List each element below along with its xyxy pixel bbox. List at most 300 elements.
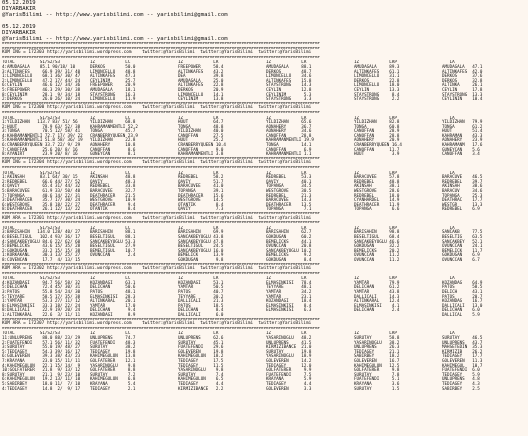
table-row: FREEPOWER 20.9 bbox=[90, 82, 136, 88]
table-row: TONGA 61.2 bbox=[442, 123, 483, 129]
column-header: TOTAL S1/S2/S3 bbox=[2, 60, 60, 65]
table-row: WESTGROVE 30.5 bbox=[266, 188, 312, 193]
table-row: UNLUPRENS 62.6 bbox=[178, 335, 224, 340]
table-row: 10:GOLFATERER 21.8 9/ 13/ 12 bbox=[2, 367, 81, 373]
table-row: PATOS 18.5 bbox=[178, 302, 224, 308]
race-column bbox=[266, 331, 354, 391]
table-row: QAVIY 51.7 bbox=[178, 178, 224, 184]
table-row: SANCAKBEYOGLU 16.0 bbox=[178, 247, 224, 253]
table-row: 4:KAHRAMANMENTLI 72.7 17/ 39/ 22 bbox=[2, 132, 83, 138]
race-title: KUM ARA = 172307 http://yarisbilimi.wordpress.com twitter:@YarisBilimi twitter:@YarisBilimi twitter:@YarisBilimi bbox=[2, 321, 312, 327]
table-row: MAHSETEDIN 35.3 bbox=[442, 344, 483, 350]
table-row: GUNEYCAN 5.6 bbox=[442, 146, 480, 152]
table-row: FUATEFENDI 48.3 bbox=[90, 339, 136, 345]
table-row: YILDIZHAN 22.8 bbox=[90, 137, 136, 143]
table-row: KAHIMEGULUN 12.5 bbox=[354, 362, 400, 368]
table-row: TOPANGA 34.5 bbox=[266, 183, 312, 189]
table-row: 3:SURUTAY 55.0 19/ 48/ 27 bbox=[2, 344, 81, 350]
race-column bbox=[2, 171, 90, 212]
table-row: SANCAKBEYOGLU 46.6 bbox=[354, 238, 400, 244]
table-row: 5:TEYYARE 58.5 17/ 35/ 38 bbox=[2, 293, 81, 299]
table-row: BARISAHIN 88.1 bbox=[90, 229, 136, 235]
table-row: 1:KORKAKANL 30.3 13/ 25/ 27 bbox=[2, 252, 81, 258]
race-columns bbox=[2, 171, 526, 212]
table-row: LIMONCELLO 14.1 bbox=[178, 91, 224, 97]
table-row: REDREBEL 39.7 bbox=[442, 178, 483, 184]
table-row: TEYYARE 30.2 bbox=[178, 293, 224, 299]
table-row: 1:YILDIZHAN 113.7 83/ 51/ 56 bbox=[2, 119, 78, 125]
table-row: BARISAHIN 69.9 bbox=[178, 229, 224, 235]
table-row: HUUT 64.7 bbox=[178, 119, 224, 125]
table-row: TEDIAGEY 11.5 bbox=[178, 362, 224, 368]
table-row: GOKDUGAN 6.9 bbox=[442, 252, 480, 258]
column-header: TOTAL S1/S2/S3 bbox=[2, 115, 60, 120]
table-row: YASARINOGLU 38.2 bbox=[354, 339, 400, 345]
table-row: CANOFFAN 27.5 bbox=[178, 132, 224, 138]
race-column bbox=[354, 60, 442, 101]
table-row: 8:SURUTAY 21.1 9/ 23/ 10 bbox=[2, 371, 81, 377]
race-column bbox=[90, 226, 178, 263]
race-column bbox=[178, 331, 266, 391]
column-header: 1Z LRP bbox=[354, 60, 397, 65]
column-header: LA bbox=[442, 331, 455, 336]
table-row: 6:WESTGROVE 35.8 18/ 22/ 27 bbox=[2, 201, 81, 207]
table-row: KAHIMEGULUN 6.8 bbox=[90, 376, 136, 382]
table-row: AONAHERY 36.7 bbox=[266, 123, 312, 129]
table-row: BESELTIGUL 27.9 bbox=[90, 243, 136, 249]
table-row: GOLEVEREN 16.7 bbox=[354, 357, 400, 363]
table-row: KOZANDAGI 8.9 bbox=[90, 312, 136, 318]
column-header: 1Z LR bbox=[178, 60, 219, 65]
table-row: OVUNCCAN 20.8 bbox=[266, 243, 312, 249]
table-row: AMUDAGALA 89.3 bbox=[354, 63, 400, 69]
race-column bbox=[266, 276, 354, 317]
table-row: TEDIAGEY 19.8 bbox=[90, 348, 136, 354]
column-header: 1Z LC bbox=[90, 60, 131, 65]
table-row: 6:GOLEVEREN 39.3 38/ 43/ 23 bbox=[2, 353, 81, 359]
race-column bbox=[354, 226, 442, 263]
table-row: ELMASINKISI 28.3 bbox=[90, 293, 136, 299]
table-row: DERKOS 20.9 bbox=[178, 86, 224, 92]
table-row: BEMELICK 13.9 bbox=[178, 252, 224, 258]
header-block bbox=[2, 24, 526, 42]
table-row: STAYSTRONG 3.3 bbox=[266, 96, 312, 102]
table-row: SANCAKBEYOGLU 47.8 bbox=[178, 238, 224, 244]
table-row: BESELTIGUL 68.4 bbox=[354, 233, 400, 239]
table-row: AMUDAGALA 47.1 bbox=[442, 63, 483, 69]
table-row: ALTINKARAL 12.4 bbox=[354, 298, 400, 304]
table-row: KAHIMEGULUN 18.2 bbox=[178, 353, 224, 359]
divider-rule: ################################################################################################################################## bbox=[2, 46, 320, 51]
table-row: KAHIMEGUL 10.7 bbox=[442, 362, 483, 368]
table-row: KOZANDAG 16.7 bbox=[442, 298, 483, 304]
table-row: 2:LIMONCELLO 47.2 17/ 44/ 24 bbox=[2, 77, 81, 83]
table-row: ELMASINKISI 6.3 bbox=[266, 307, 312, 313]
table-row: YASARINOGLU 48.2 bbox=[266, 335, 312, 340]
table-row: 8:CEYLINIM 28.1 9/ 34/ 18 bbox=[2, 91, 81, 97]
table-row: SURUTAY 46.5 bbox=[442, 335, 483, 340]
table-row: KAHIMEGULUN 13.8 bbox=[90, 353, 136, 359]
table-row: ELMASINKISI 78.4 bbox=[266, 279, 312, 285]
table-row: OVUNCCAN 6.7 bbox=[442, 256, 480, 262]
table-row: BEMELICKS 9.2 bbox=[266, 252, 312, 258]
table-row: CANOFFAN 6.9 bbox=[266, 146, 312, 152]
table-row: YILDIZHAN 82.8 bbox=[354, 119, 400, 125]
table-row: KIRMIZIB 26.2 bbox=[442, 348, 483, 354]
table-row: AKINSAH 38.1 bbox=[354, 183, 400, 189]
divider-rule: ################################################################################################################################## bbox=[2, 271, 320, 276]
divider-rule: ################################################################################################################################## bbox=[2, 317, 320, 322]
table-row: GOLFATERER 8.8 bbox=[90, 367, 136, 373]
race-section bbox=[2, 212, 526, 263]
table-row: ALTINKA 26.1 bbox=[442, 82, 483, 88]
table-row: YILDIZHAN 68.8 bbox=[90, 119, 136, 125]
table-row: YAMTAR 43.8 bbox=[354, 289, 400, 295]
table-row: BESELTIGUL 24.5 bbox=[178, 243, 224, 249]
race-title: KUM ARA = 172302 http://yarisbilimi.wordpress.com twitter:@YarisBilimi twitter:@YarisBilimi twitter:@YarisBilimi bbox=[2, 266, 312, 272]
table-row: REDREBEL 33.8 bbox=[90, 183, 136, 189]
table-row: CANOFFAN 28.9 bbox=[354, 128, 400, 134]
table-row: 1:YAMTAR 53.3 27/ 11/ 12 bbox=[2, 298, 81, 304]
table-row: 1:ALTINKARAL 22.6 3/ 11/ 11 bbox=[2, 312, 81, 318]
table-row: HUUT 51.4 bbox=[442, 128, 483, 134]
table-row: PATOS 40.7 bbox=[178, 289, 224, 295]
table-row: ALTINKAFES 22.8 bbox=[178, 82, 224, 88]
table-row: CYANHARDEL 14.9 bbox=[354, 197, 400, 203]
column-header: 1Z LR bbox=[178, 225, 219, 230]
table-row: WESTGROVE 10.9 bbox=[90, 197, 136, 203]
race-columns bbox=[2, 226, 526, 263]
table-row: 5:BEMELICKS 43.6 15/ 35/ 28 bbox=[2, 243, 81, 249]
column-header: 1Z LR bbox=[266, 170, 307, 175]
race-columns bbox=[2, 276, 526, 317]
table-row: QAVIY 40.1 bbox=[266, 178, 312, 184]
table-row: KOZANDAGI 53.1 bbox=[178, 279, 224, 285]
table-row: REDREBEL 58.2 bbox=[178, 174, 224, 180]
table-row: LIMONCELLO 11.9 bbox=[90, 96, 136, 102]
table-row: WESTGR 13.3 bbox=[442, 201, 483, 207]
table-row: DERKOS 32.8 bbox=[442, 77, 483, 83]
table-row: YASARINOGLU 18.9 bbox=[266, 353, 312, 359]
divider-rule: ################################################################################################################################## bbox=[2, 156, 320, 161]
table-row: STAYSTRONG 13.3 bbox=[442, 91, 483, 97]
table-row: 5:SABIRBEY 18.0 11/ 7/ 10 bbox=[2, 380, 81, 386]
table-row: TEDIAGEY 4.4 bbox=[178, 380, 224, 386]
table-row: 8:ELMASINKISI 33.3 18/ 22/ 24 bbox=[2, 302, 81, 308]
header-block bbox=[2, 0, 526, 18]
race-column bbox=[266, 171, 354, 212]
table-row: 5:TEDIAGEY 54.3 39/ 16/ 17 bbox=[2, 348, 81, 354]
table-row: CRANBERRYQUEEN 23.9 bbox=[90, 132, 138, 138]
table-row: KAHRAMANMENTLI 3.8 bbox=[178, 151, 224, 157]
table-row: ALTINKAFES 15.8 bbox=[266, 77, 312, 83]
table-row: DELICHAN 6.0 bbox=[442, 307, 480, 313]
table-row: 4:AMUDAGALA 85.1 90/18/ 10 bbox=[2, 63, 76, 69]
table-row: DELICHAN 2.4 bbox=[354, 307, 400, 313]
table-row: BARACUVEE 14.3 bbox=[266, 197, 312, 203]
table-row: TEDIAGEY 4.3 bbox=[442, 380, 480, 386]
table-row: 4:TEDIAGEY 14.8 2/ 9/ 17 bbox=[2, 385, 81, 391]
race-column bbox=[90, 60, 178, 101]
table-row: ALTINKAFES 43.2 bbox=[178, 68, 224, 74]
table-row: QAVIY 48.3 bbox=[90, 178, 136, 184]
table-row: 7:TOPANGA 40.6 14/ 22/ 31 bbox=[2, 192, 81, 198]
race-column bbox=[442, 276, 526, 317]
table-row: AMUDAGALA 88.1 bbox=[266, 63, 312, 69]
divider-rule: ################################################################################################################################## bbox=[2, 42, 320, 46]
race-title: KUM ING = 172304 http://yarisbilimi.wordpress.com twitter:@YarisBilimi twitter:@YarisBilimi twitter:@YarisBilimi bbox=[2, 160, 312, 166]
table-row: 11:UNLUPRENS 88.0 88/ 23/ 29 bbox=[2, 335, 81, 340]
table-row: SURUTAY 45.1 bbox=[178, 339, 224, 345]
table-row: 7:CANOFFAN 25.6 20/ 8/ 16 bbox=[2, 146, 78, 152]
table-row: 1:AKINSAH 83.1 64/ 30/ 15 bbox=[2, 174, 78, 180]
race-column bbox=[90, 116, 178, 157]
race-column bbox=[90, 276, 178, 317]
table-row: DEATHRACER 11.9 bbox=[354, 201, 400, 207]
table-row: CANOFFAN 9.0 bbox=[178, 146, 224, 152]
race-column bbox=[2, 60, 90, 101]
table-row: KIRMIZIBANCE 2.2 bbox=[178, 385, 224, 391]
divider-rule: ################################################################################################################################## bbox=[2, 55, 320, 60]
table-row: AKINSAH 48.8 bbox=[90, 174, 136, 180]
table-row: SANCAKBEYOGLU 10.2 bbox=[266, 247, 312, 253]
header-date: 05.12.2019 bbox=[2, 24, 36, 30]
table-row: SURUTAY 19.8 bbox=[266, 348, 312, 354]
table-row: SURUTAY 38.2 bbox=[90, 344, 136, 350]
table-row: TEDIAGEY 21.1 bbox=[354, 348, 400, 354]
table-row: BARISAHIN 98.8 bbox=[354, 229, 400, 235]
table-row: DERKOS 48.7 bbox=[266, 68, 312, 74]
table-row: YILDIZHAN 40.0 bbox=[178, 128, 224, 134]
column-header: 1Z LR bbox=[266, 331, 307, 336]
race-section bbox=[2, 318, 526, 392]
table-row: ALTINKAFES 47.3 bbox=[90, 73, 136, 79]
table-row: BEMELTIGUL 10.7 bbox=[90, 247, 136, 253]
table-row: TEDIAGEY 5.9 bbox=[442, 371, 480, 377]
table-row: CEYLIN 12.8 bbox=[266, 86, 312, 92]
table-row: ALTINKAFES 61.1 bbox=[354, 68, 400, 74]
table-row: STAYSTRONG 8.4 bbox=[354, 91, 400, 97]
table-row: UNLUPRENS 74.7 bbox=[90, 335, 136, 340]
header-contact: @YarisBilimi -- http://www.yarisbilimi.com -- yarisbilimi@gmail.com bbox=[2, 12, 228, 18]
column-header: 1Z LR bbox=[178, 170, 219, 175]
table-row: FREEPOWER 58.4 bbox=[178, 63, 224, 69]
divider-rule: ################################################################################################################################## bbox=[2, 211, 320, 216]
race-section bbox=[2, 102, 526, 157]
table-row: 3:TONGA 70.5 12/ 58/ 41 bbox=[2, 128, 81, 134]
table-row: DELICHAN 50.6 bbox=[90, 284, 136, 290]
race-section bbox=[2, 263, 526, 318]
table-row: 5:DELICHAN 72.4 45/ 30/ 31 bbox=[2, 284, 81, 290]
table-row: 4:KOZANDAGI 94.7 56/ 58/ 32 bbox=[2, 279, 81, 285]
table-row: DALLICALI 13.0 bbox=[442, 302, 483, 308]
table-row: 3:BARISAHIN 134.0 128/ 40/ 27 bbox=[2, 229, 81, 235]
race-column bbox=[442, 116, 526, 157]
table-row: DELICH 43.1 bbox=[442, 289, 483, 295]
race-column bbox=[178, 226, 266, 263]
table-row: DEATHRACER 15.6 bbox=[178, 192, 224, 198]
table-row: GOLEVEREN 11.3 bbox=[442, 357, 483, 363]
table-row: CEYLIN 17.8 bbox=[442, 86, 483, 92]
table-row: CEYLIN 13.3 bbox=[354, 86, 400, 92]
table-row: GOLFATERER 12.1 bbox=[90, 357, 136, 363]
table-row: BESELTIGUL 88.1 bbox=[90, 233, 136, 239]
race-columns bbox=[2, 60, 526, 101]
race-column bbox=[178, 60, 266, 101]
divider-rule: ################################################################################################################################## bbox=[2, 221, 320, 226]
table-row: UNLUPRENS 26.3 bbox=[354, 344, 400, 350]
table-row: CANOFFAN 3.4 bbox=[442, 151, 480, 157]
column-header: 1Z LC bbox=[90, 170, 131, 175]
table-row: TONGA 48.8 bbox=[178, 123, 224, 129]
race-column bbox=[2, 226, 90, 263]
race-column bbox=[2, 116, 90, 157]
table-row: CEYLINIM 25.7 bbox=[90, 77, 136, 83]
table-row: 1:LIMONCELLO 68.1 36/ 30/ 47 bbox=[2, 73, 81, 79]
table-row: 3:ALTINAFES 66.9 39/ 31/ 40 bbox=[2, 68, 81, 74]
race-section bbox=[2, 157, 526, 212]
table-row: DERKOS 22.8 bbox=[354, 77, 400, 83]
table-row: DERKOS 37.6 bbox=[442, 73, 483, 79]
table-row: YAMTAR 50.5 bbox=[178, 284, 224, 290]
column-header: 1Z LR bbox=[266, 225, 307, 230]
race-column bbox=[354, 116, 442, 157]
table-row: TOPANGA 7.1 bbox=[266, 206, 312, 212]
table-row: GOLEVEREN 3.3 bbox=[266, 385, 312, 391]
column-header: 1Z LC bbox=[90, 225, 131, 230]
table-row: SANCAKBEYOGLU 43.8 bbox=[178, 233, 224, 239]
table-row: TOPANGA 25.3 bbox=[442, 192, 483, 198]
column-header: 1Z LC bbox=[90, 331, 131, 336]
column-header: LA bbox=[442, 115, 455, 120]
column-header: 1Z LR bbox=[266, 115, 307, 120]
table-row: YILDIZHAN 79.9 bbox=[442, 119, 483, 125]
table-row: LIMONCELLO 34.6 bbox=[266, 73, 312, 79]
table-row: BEMELICKS 20.2 bbox=[354, 247, 400, 253]
table-row: KAHRAMANM 17.6 bbox=[442, 142, 483, 148]
race-columns bbox=[2, 116, 526, 157]
race-column bbox=[178, 276, 266, 317]
table-row: CRANBERRYQUEEN 10.4 bbox=[178, 142, 226, 148]
table-row: 3:PATOS 55.8 54/ 24/ 30 bbox=[2, 289, 81, 295]
table-row: 3:DEATHRACER 35.7 17/ 30/ 24 bbox=[2, 197, 81, 203]
column-header: LA bbox=[442, 60, 455, 65]
race-column bbox=[442, 226, 526, 263]
table-row: AONAHERY 23.9 bbox=[442, 137, 483, 143]
table-row: AMUDAGALA 18.1 bbox=[90, 86, 136, 92]
table-row: 4:SANCAKBEYOGLU 84.6 22/ 62/ 60 bbox=[2, 238, 81, 244]
table-row: OTANTIK 8.4 bbox=[90, 206, 136, 212]
table-row: TONGA 60.8 bbox=[354, 123, 400, 129]
table-row: BEMELICK 11.7 bbox=[442, 247, 483, 253]
table-row: YAMTAR 34.2 bbox=[266, 289, 312, 295]
column-header: 1Z LR bbox=[178, 115, 219, 120]
race-column bbox=[266, 226, 354, 263]
race-column bbox=[178, 171, 266, 212]
table-row: PATOS 20.7 bbox=[442, 293, 483, 299]
table-row: KRAYANA 5.4 bbox=[90, 380, 136, 386]
table-row: OVUNCCAN 24.1 bbox=[442, 243, 483, 249]
table-row: REDREBEL 48.8 bbox=[354, 178, 400, 184]
race-section bbox=[2, 47, 526, 102]
table-row: 2:HUUT 78.9 63/ 52/ 38 bbox=[2, 123, 81, 129]
header-contact: @YarisBilimi -- http://www.yarisbilimi.com -- yarisbilimi@gmail.com bbox=[2, 36, 228, 42]
table-row: CANOFFAN 28.8 bbox=[266, 132, 312, 138]
table-row: BEMELICKS 44.1 bbox=[266, 238, 312, 244]
table-row: DALLICALI 6.0 bbox=[178, 312, 224, 318]
header-city: DIYARBAKIR bbox=[2, 30, 36, 36]
table-row: 8:AYANIRT 23.9 20/ 8/ 16 bbox=[2, 151, 78, 157]
table-row: DELICHAN 61.2 bbox=[354, 284, 400, 290]
table-row: DELICHAN 8.4 bbox=[178, 307, 224, 313]
table-row: TONGA 45.7 bbox=[90, 128, 136, 134]
race-column bbox=[90, 171, 178, 212]
table-row: WESTGROVE 28.6 bbox=[354, 188, 400, 193]
table-row: BARACUVE 46.5 bbox=[442, 174, 483, 180]
table-row: KAHRAMANMENTLI 19.9 bbox=[266, 137, 314, 143]
table-row: AMUDAGALA 25.0 bbox=[178, 77, 224, 83]
table-row: FUATEFENDI 29.6 bbox=[178, 344, 224, 350]
table-row: STAYSTRONG 14.3 bbox=[266, 82, 312, 88]
table-row: ALTINKARAL 20.1 bbox=[90, 298, 136, 304]
table-row: GOKDUGAN 32.2 bbox=[354, 243, 400, 249]
table-row: OVUNCCAN 11.2 bbox=[354, 256, 400, 262]
divider-rule: ################################################################################################################################## bbox=[2, 326, 320, 331]
divider-rule: ################################################################################################################################## bbox=[2, 110, 320, 115]
table-row: KOZANDAG 64.9 bbox=[442, 279, 483, 285]
table-row: YASARINOGLU 9.8 bbox=[90, 362, 136, 368]
table-row: REDREBEL 53.3 bbox=[266, 174, 312, 180]
table-row: TEDIAGEY 17.5 bbox=[178, 357, 224, 363]
column-header: 1Z LR bbox=[178, 331, 219, 336]
table-row: SURUTAY 58.8 bbox=[354, 335, 400, 340]
table-row: SABIRBEY 2.5 bbox=[442, 385, 480, 391]
table-row: SANCAKB 77.5 bbox=[442, 229, 483, 235]
column-header: TOTAL S1/S2/S3 bbox=[2, 170, 60, 175]
table-row: GOLEVEREN 14.2 bbox=[266, 357, 312, 363]
table-row: SANCAKBEY 52.1 bbox=[442, 238, 483, 244]
race-column bbox=[266, 60, 354, 101]
table-row: YAMTAR 79.9 bbox=[354, 279, 400, 285]
table-row: YASARINOGLU 9.8 bbox=[178, 367, 224, 373]
race-title: KUM ING = 172300 http://yarisbilimi.wordpress.com twitter:@YarisBilimi twitter:@YarisBilimi twitter:@YarisBilimi bbox=[2, 105, 312, 111]
table-row: UNLUPRENS 41.5 bbox=[266, 339, 312, 345]
table-row: KAHRAMANMENTLI 52.2 bbox=[90, 123, 138, 129]
table-row: LIMONCELLO 18.0 bbox=[354, 82, 400, 88]
table-row: DEATHRAC 17.7 bbox=[442, 197, 483, 203]
race-column bbox=[354, 276, 442, 317]
table-row: QAVIY 7.3 bbox=[178, 206, 224, 212]
table-row: BESELTIG 63.5 bbox=[442, 233, 483, 239]
column-header: TOTAL S1/S2/S3 bbox=[2, 276, 60, 281]
table-row: BARISAHIN 62.7 bbox=[266, 229, 312, 235]
table-row: AONAHERY 34.6 bbox=[266, 128, 312, 134]
table-row: GOLFATERER 9.8 bbox=[354, 367, 400, 373]
table-row: CEYLINIM 13.8 bbox=[178, 96, 224, 102]
table-row: FUATEFENDI 5.1 bbox=[354, 376, 400, 382]
race-column bbox=[90, 331, 178, 391]
column-header: 1Z LRP bbox=[354, 276, 397, 281]
table-row: 2:DERKOS 26.0 26/ 10/ 24 bbox=[2, 96, 81, 102]
table-row: OTANTIK 8.4 bbox=[178, 201, 224, 207]
table-row: FUATEFENDI 7.5 bbox=[266, 371, 312, 377]
column-header: 1Z LR bbox=[266, 276, 307, 281]
race-column bbox=[354, 331, 442, 391]
table-row: YAMTAR 23.1 bbox=[266, 293, 312, 299]
column-header: LA bbox=[442, 170, 455, 175]
table-row: LIMONCELLO 31.1 bbox=[354, 73, 400, 79]
table-row: PATOS 58.5 bbox=[442, 284, 483, 290]
